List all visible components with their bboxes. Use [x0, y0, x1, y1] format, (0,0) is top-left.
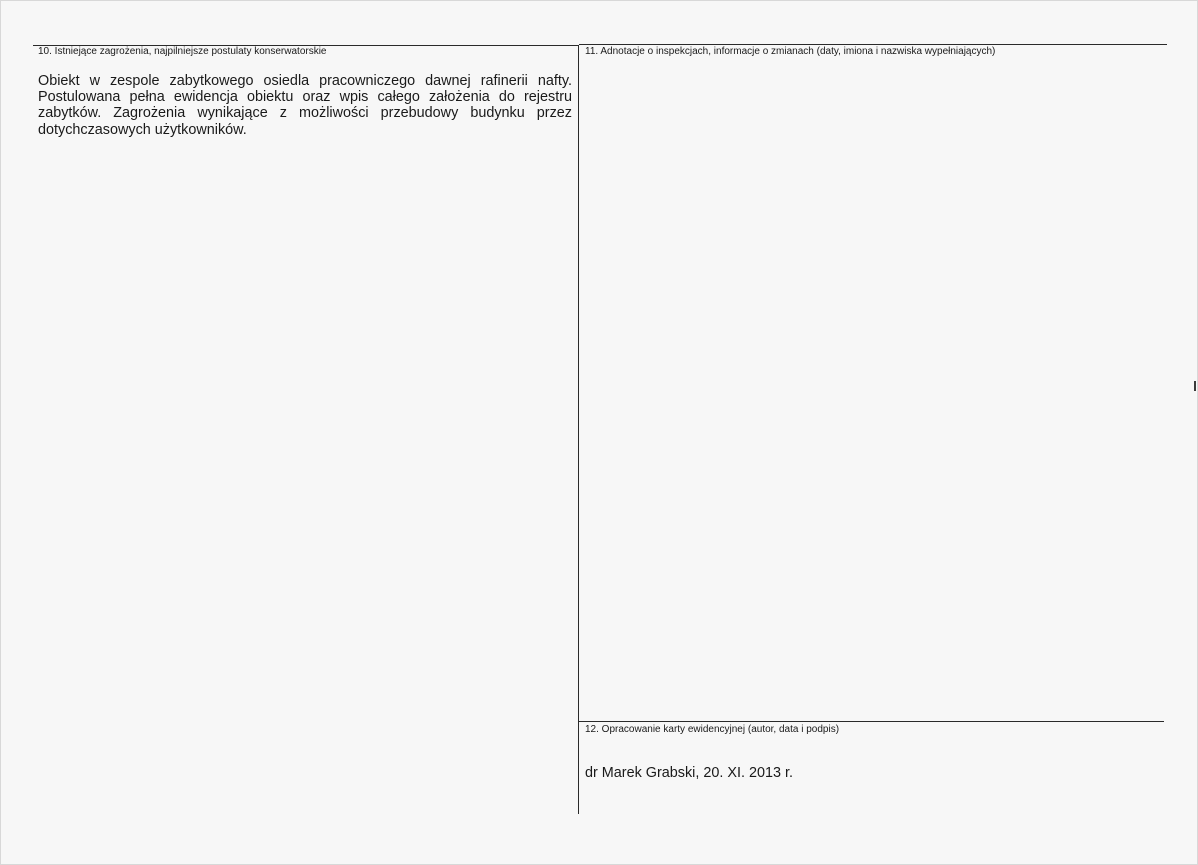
section-12-top-rule — [579, 721, 1164, 722]
column-divider — [578, 45, 579, 814]
scan-edge-mark — [1194, 381, 1196, 391]
section-12-text: dr Marek Grabski, 20. XI. 2013 r. — [585, 765, 793, 781]
section-11-top-rule — [579, 44, 1167, 45]
section-10-text: Obiekt w zespole zabytkowego osiedla pracowniczego dawnej rafinerii nafty. Postulowana pełna ewidencja obiektu oraz wpis całego założenia do rejestru zabytków. Zagrożenia wynikające z możliwości przebudowy budynku przez dotychczasowych użytkowników. — [38, 73, 572, 138]
section-11-label: 11. Adnotacje o inspekcjach, informacje o zmianach (daty, imiona i nazwiska wypełniających) — [585, 46, 996, 57]
section-10-label: 10. Istniejące zagrożenia, najpilniejsze postulaty konserwatorskie — [38, 46, 327, 57]
section-12-label: 12. Opracowanie karty ewidencyjnej (autor, data i podpis) — [585, 724, 840, 735]
